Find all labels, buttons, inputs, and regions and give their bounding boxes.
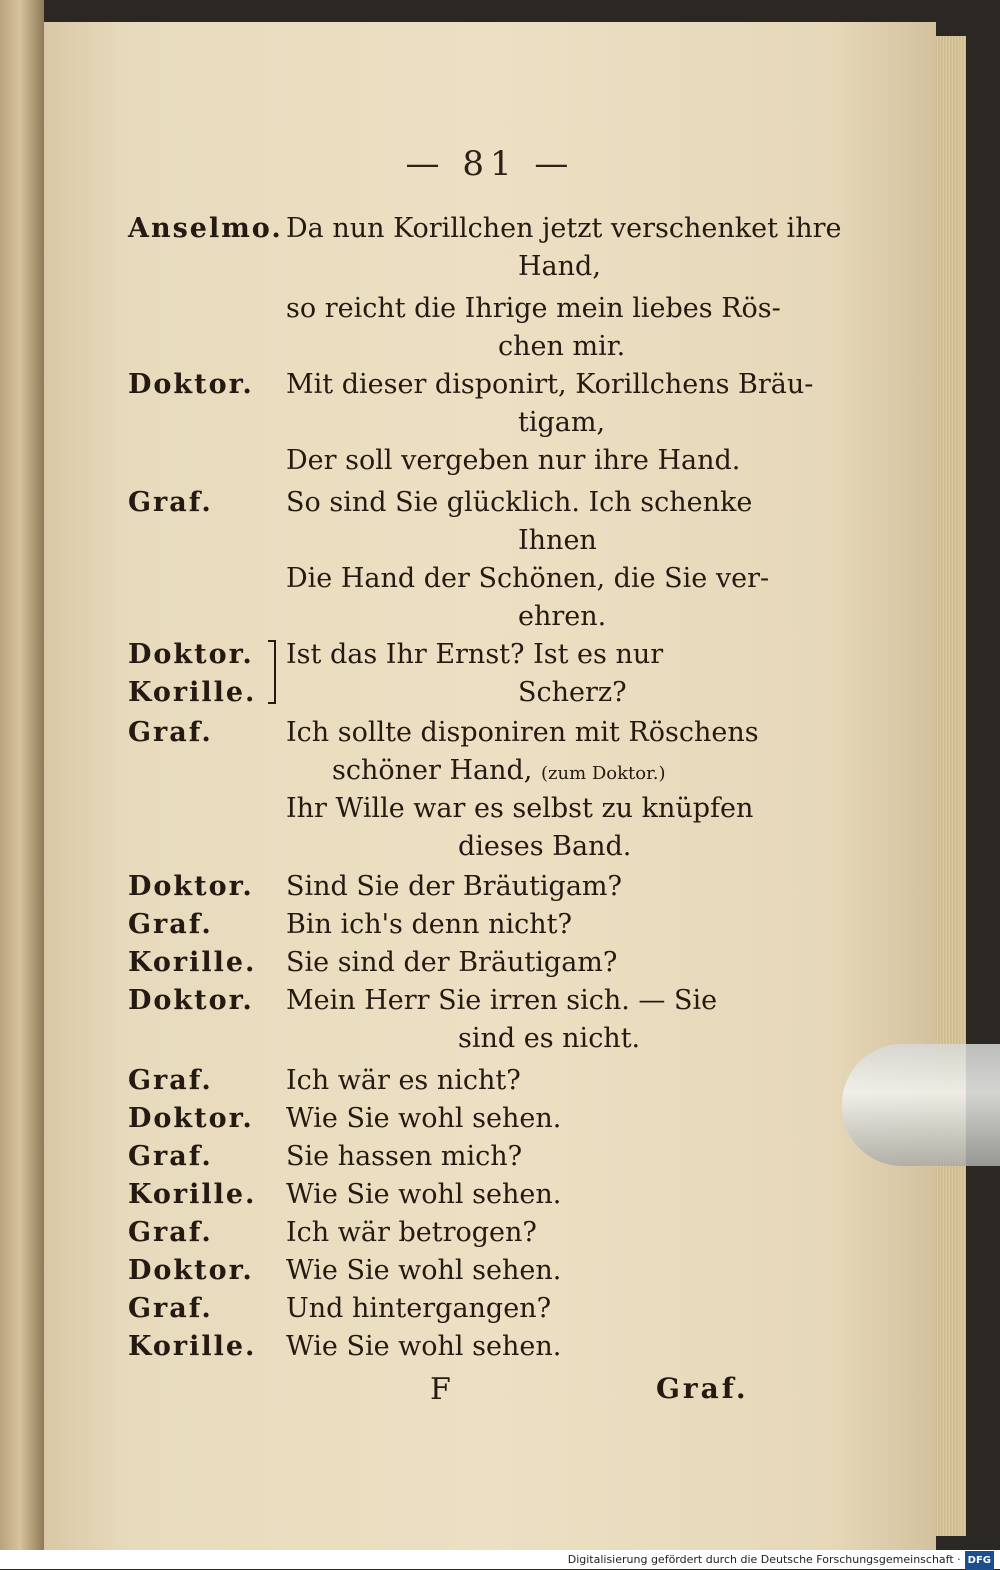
verse-line: Sie sind der Bräutigam? [286, 947, 618, 978]
verse-line: Da nun Korillchen jetzt verschenket ihre [286, 213, 842, 244]
page-holder-clip [842, 1044, 1000, 1166]
verse-line: Wie Sie wohl sehen. [286, 1255, 562, 1286]
speaker-name: Korille. [128, 947, 257, 978]
page-number: — 81 — [405, 144, 575, 184]
speaker-name: Korille. [128, 1179, 257, 1210]
verse-line-continuation: tigam, [518, 407, 606, 438]
verse-line: Sie hassen mich? [286, 1141, 523, 1172]
funding-credit: Digitalisierung gefördert durch die Deutsche Forschungsgemeinschaft [567, 1553, 954, 1566]
verse-line: Sind Sie der Bräutigam? [286, 871, 623, 902]
book-page [44, 22, 936, 1550]
digitization-footer: Digitalisierung gefördert durch die Deutsche Forschungsgemeinschaft · DFG [0, 1550, 1000, 1569]
verse-line: Und hintergangen? [286, 1293, 552, 1324]
speaker-name: Graf. [128, 909, 213, 940]
verse-line: Ich wär es nicht? [286, 1065, 521, 1096]
speaker-name: Doktor. [128, 871, 254, 902]
verse-line: Ich sollte disponiren mit Röschens [286, 717, 759, 748]
verse-line-continuation: chen mir. [498, 331, 626, 362]
verse-text: schöner Hand, [332, 755, 533, 786]
verse-line: Mein Herr Sie irren sich. — Sie [286, 985, 718, 1016]
verse-line: Ihr Wille war es selbst zu knüpfen [286, 793, 754, 824]
verse-line: So sind Sie glücklich. Ich schenke [286, 487, 753, 518]
speaker-name: Korille. [128, 1331, 257, 1362]
verse-line: Der soll vergeben nur ihre Hand. [286, 445, 741, 476]
page-block-edge [936, 36, 966, 1536]
catchword: Graf. [656, 1372, 749, 1405]
verse-line: Ich wär betrogen? [286, 1217, 537, 1248]
verse-line-continuation: Hand, [518, 251, 601, 282]
facing-page-edge [0, 0, 44, 1550]
speaker-name: Graf. [128, 1293, 213, 1324]
verse-line-continuation: Scherz? [518, 677, 627, 708]
speaker-name: Doktor. [128, 1255, 254, 1286]
verse-line-continuation: Ihnen [518, 525, 597, 556]
signature-mark: F [430, 1372, 451, 1407]
speaker-name: Graf. [128, 1065, 213, 1096]
verse-line-continuation: dieses Band. [458, 831, 632, 862]
speaker-name: Graf. [128, 487, 213, 518]
speaker-name: Doktor. [128, 639, 254, 670]
speaker-name: Doktor. [128, 369, 254, 400]
verse-line: Bin ich's denn nicht? [286, 909, 572, 940]
verse-line: so reicht die Ihrige mein liebes Rös- [286, 293, 781, 324]
verse-line: Die Hand der Schönen, die Sie ver- [286, 563, 770, 594]
speaker-bracket [268, 640, 276, 704]
speaker-name: Doktor. [128, 1103, 254, 1134]
verse-line-continuation: ehren. [518, 601, 607, 632]
speaker-name: Anselmo. [128, 213, 283, 244]
dfg-logo: DFG [965, 1551, 994, 1570]
speaker-name: Graf. [128, 1217, 213, 1248]
verse-line: Wie Sie wohl sehen. [286, 1179, 562, 1210]
verse-line: Wie Sie wohl sehen. [286, 1103, 562, 1134]
stage-direction: (zum Doktor.) [540, 763, 666, 784]
speaker-name: Korille. [128, 677, 257, 708]
speaker-name: Graf. [128, 717, 213, 748]
verse-line: Wie Sie wohl sehen. [286, 1331, 562, 1362]
speaker-name: Graf. [128, 1141, 213, 1172]
verse-line-continuation: sind es nicht. [458, 1023, 641, 1054]
verse-line: Ist das Ihr Ernst? Ist es nur [286, 639, 664, 670]
speaker-name: Doktor. [128, 985, 254, 1016]
verse-line-continuation [332, 752, 666, 792]
verse-line: Mit dieser disponirt, Korillchens Bräu- [286, 369, 814, 400]
